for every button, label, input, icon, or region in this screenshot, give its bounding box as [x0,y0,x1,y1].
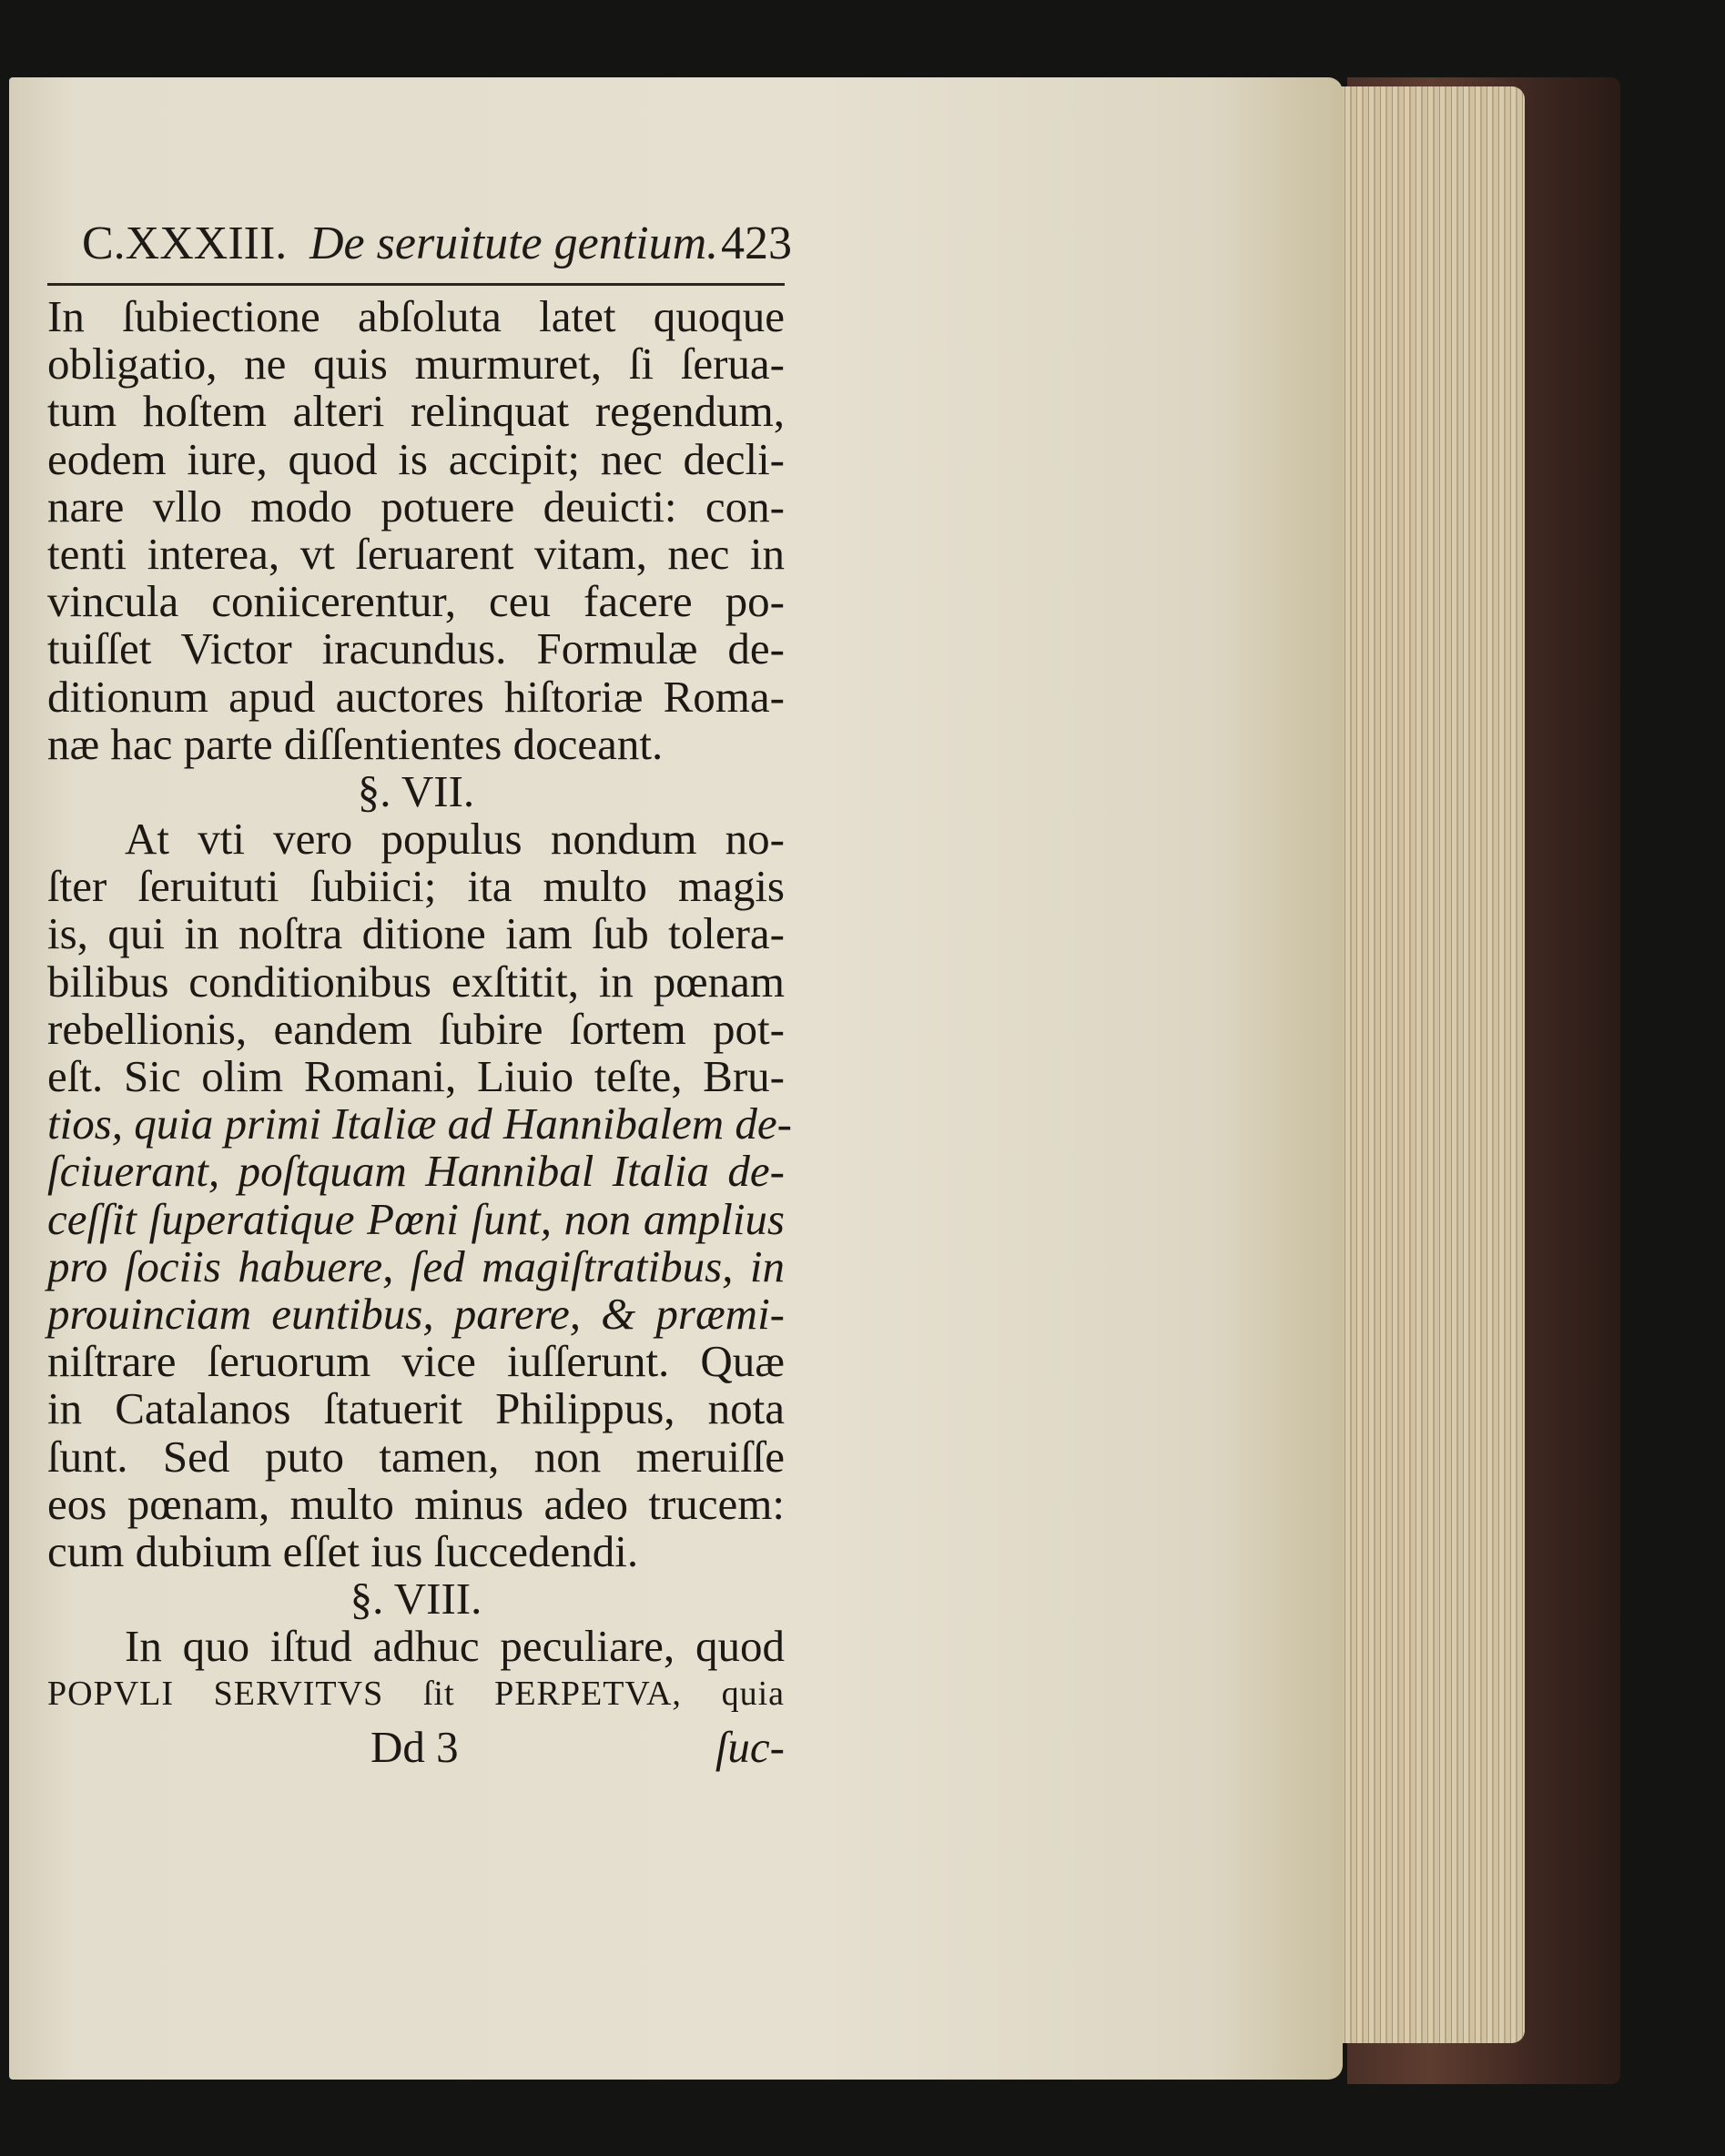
text-line: ſter ſeruituti ſubiici; ita multo magis [47,861,785,912]
page-footer [47,1723,785,1772]
text-line: In quo iſtud adhuc peculiare, quod [125,1621,785,1672]
text-line: eſt. Sic olim Romani, Liuio teſte, Bru- [47,1051,785,1101]
text-line: ſciuerant, poſtquam Hannibal Italia de- [47,1146,785,1197]
text-line: obligatio, ne quis murmuret, ſi ſerua- [47,339,785,390]
text-line: tuiſſet Victor iracundus. Formulæ de- [47,623,785,674]
running-header [82,217,792,271]
text-line: In ſubiectione abſoluta latet quoque [47,291,785,341]
text-line: At vti vero populus nondum no- [125,814,785,865]
text-line: pro ſociis habuere, ſed magiſtratibus, in [47,1240,785,1291]
text-line: ceſſit ſuperatique Pœni ſunt, non amplius [47,1193,785,1244]
text-line: tum hoſtem alteri relinquat regendum, [47,386,785,437]
text-line: eos pœnam, multo minus adeo trucem: [47,1478,785,1529]
text-line: bilibus conditionibus exſtitit, in pœnam [47,956,785,1007]
page-number: 423 [721,218,792,269]
text-line: eodem iure, quod is accipit; nec decli- [47,433,785,484]
catchword: ſuc- [715,1722,785,1772]
body-text [47,291,792,1718]
header-rule [47,283,785,286]
text-line: vincula coniicerentur, ceu facere po- [47,576,785,627]
text-line: tenti interea, vt ſeruarent vitam, nec in [47,528,785,579]
text-line: rebellionis, eandem ſubire ſortem pot- [47,1003,785,1054]
text-line: ditionum apud auctores hiſtoriæ Roma- [47,671,785,722]
text-line: POPVLI SERVITVS ſit PERPETVA, quia [47,1675,785,1714]
section-heading: §. VIII. [350,1574,482,1625]
text-line: tios, quia primi Italiæ ad Hannibalem de- [47,1098,792,1149]
text-line: prouinciam euntibus, parere, & præmi- [47,1288,785,1339]
section-heading: §. VII. [357,765,475,816]
chapter-number: C.XXXIII. [82,218,288,269]
signature-mark: Dd 3 [370,1722,459,1772]
text-line: ſunt. Sed puto tamen, non meruiſſe [47,1431,785,1482]
running-title: De seruitute gentium. [309,218,719,269]
page-fore-edge [1334,86,1525,2043]
text-line: nare vllo modo potuere deuicti: con- [47,481,785,531]
text-line: cum dubium eſſet ius ſuccedendi. [47,1525,639,1576]
text-line: niſtrare ſeruorum vice iuſſerunt. Quæ [47,1336,785,1387]
text-line: in Catalanos ſtatuerit Philippus, nota [47,1383,785,1434]
text-line: næ hac parte diſſentientes doceant. [47,718,664,769]
text-line: is, qui in noſtra ditione iam ſub tolera- [47,908,785,959]
